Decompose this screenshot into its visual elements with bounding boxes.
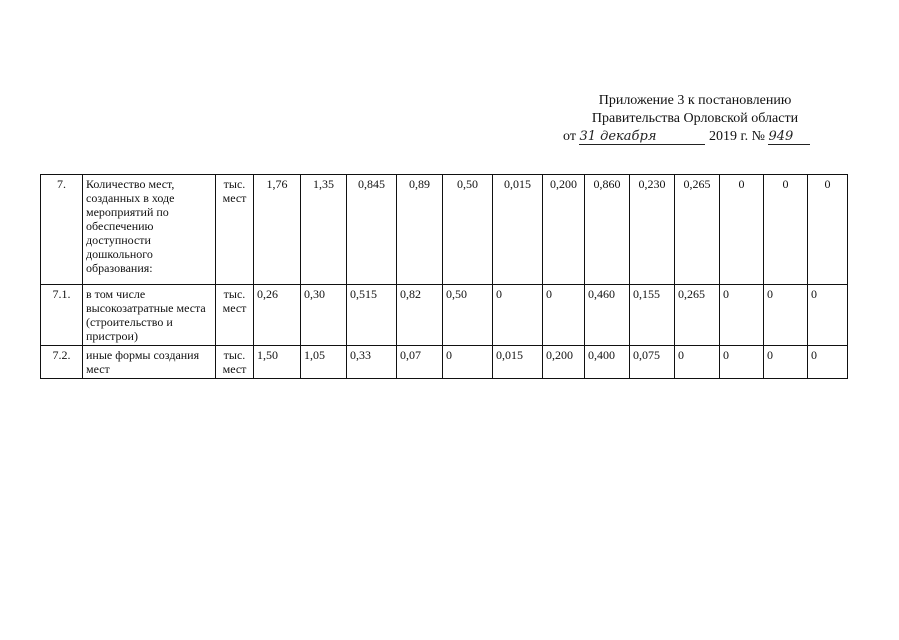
- cell-value: 0,155: [630, 285, 675, 346]
- table-row: [41, 175, 848, 285]
- year-number-label: 2019 г. №: [708, 129, 765, 144]
- cell-value: 0,26: [254, 285, 301, 346]
- row-name: в том числе высокозатратные места (строительство и пристрои): [83, 285, 216, 346]
- row-unit: тыс. мест: [216, 346, 254, 379]
- cell-value: 0: [720, 175, 764, 285]
- cell-value: 0: [808, 175, 848, 285]
- appendix-date-line: [545, 128, 845, 146]
- cell-value: 0: [675, 346, 720, 379]
- cell-value: 0: [543, 285, 585, 346]
- cell-value: 0,460: [585, 285, 630, 346]
- cell-value: 0: [764, 346, 808, 379]
- cell-value: 0: [764, 175, 808, 285]
- cell-value: 0,50: [443, 285, 493, 346]
- row-number: 7.1.: [41, 285, 83, 346]
- handwritten-number: 949: [768, 130, 810, 145]
- places-table: [40, 174, 848, 379]
- cell-value: 0,845: [347, 175, 397, 285]
- handwritten-date: 31 декабря: [579, 130, 705, 145]
- row-number: 7.2.: [41, 346, 83, 379]
- appendix-title: Приложение 3 к постановлению: [598, 93, 792, 108]
- cell-value: 0: [443, 346, 493, 379]
- row-unit: тыс. мест: [216, 175, 254, 285]
- cell-value: 0,265: [675, 285, 720, 346]
- cell-value: 0,230: [630, 175, 675, 285]
- cell-value: 0,50: [443, 175, 493, 285]
- cell-value: 0,30: [301, 285, 347, 346]
- document-header: [545, 92, 845, 146]
- row-name: Количество мест, созданных в ходе мероприятий по обеспечению доступности дошкольного образования:: [83, 175, 216, 285]
- cell-value: 0: [720, 346, 764, 379]
- cell-value: 0,515: [347, 285, 397, 346]
- row-number: 7.: [41, 175, 83, 285]
- cell-value: 0: [808, 346, 848, 379]
- cell-value: 0,015: [493, 346, 543, 379]
- cell-value: 0,400: [585, 346, 630, 379]
- cell-value: 0: [720, 285, 764, 346]
- cell-value: 1,76: [254, 175, 301, 285]
- cell-value: 0,82: [397, 285, 443, 346]
- cell-value: 1,05: [301, 346, 347, 379]
- cell-value: 0,860: [585, 175, 630, 285]
- from-label: от: [563, 129, 576, 144]
- cell-value: 0: [764, 285, 808, 346]
- cell-value: 0,200: [543, 346, 585, 379]
- cell-value: 0,07: [397, 346, 443, 379]
- cell-value: 0,33: [347, 346, 397, 379]
- cell-value: 1,50: [254, 346, 301, 379]
- cell-value: 0,200: [543, 175, 585, 285]
- table-row: [41, 346, 848, 379]
- cell-value: 0: [493, 285, 543, 346]
- row-unit: тыс. мест: [216, 285, 254, 346]
- cell-value: 1,35: [301, 175, 347, 285]
- table-row: [41, 285, 848, 346]
- cell-value: 0,015: [493, 175, 543, 285]
- cell-value: 0,265: [675, 175, 720, 285]
- appendix-authority: Правительства Орловской области: [591, 111, 799, 126]
- cell-value: 0,075: [630, 346, 675, 379]
- cell-value: 0: [808, 285, 848, 346]
- cell-value: 0,89: [397, 175, 443, 285]
- row-name: иные формы создания мест: [83, 346, 216, 379]
